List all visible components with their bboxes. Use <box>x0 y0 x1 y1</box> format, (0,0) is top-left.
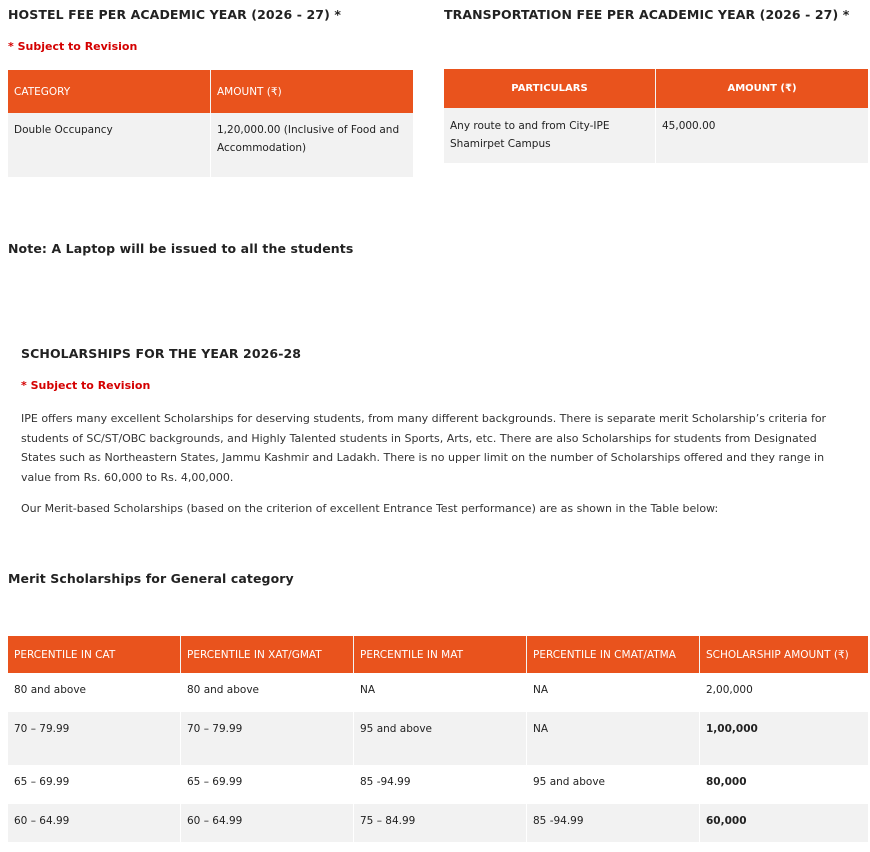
merit-cell: NA <box>354 673 527 712</box>
merit-cell: 80 and above <box>181 673 354 712</box>
table-row <box>8 712 868 765</box>
merit-scholarship-table <box>8 636 868 842</box>
merit-cell: 65 – 69.99 <box>8 765 181 804</box>
merit-cell: 95 and above <box>527 765 700 804</box>
merit-cell: 60 – 64.99 <box>8 804 181 842</box>
table-row <box>444 108 868 163</box>
scholarships-merit-intro: Our Merit-based Scholarships (based on the criterion of excellent Entrance Test performance) are as shown in the Table below: <box>21 502 719 515</box>
merit-cell: 2,00,000 <box>700 673 869 712</box>
merit-header-cmat-atma: PERCENTILE IN CMAT/ATMA <box>527 636 700 673</box>
table-row <box>8 804 868 842</box>
merit-cell: 1,00,000 <box>700 712 869 765</box>
table-row <box>8 673 868 712</box>
merit-cell: 80,000 <box>700 765 869 804</box>
scholarships-title: SCHOLARSHIPS FOR THE YEAR 2026-28 <box>21 346 302 361</box>
transport-cell: Any route to and from City-IPE Shamirpet Campus <box>444 108 656 163</box>
merit-cell: 85 -94.99 <box>527 804 700 842</box>
merit-cell: 60 – 64.99 <box>181 804 354 842</box>
merit-cell: 85 -94.99 <box>354 765 527 804</box>
merit-cell: 80 and above <box>8 673 181 712</box>
transport-fee-table <box>444 69 868 163</box>
merit-header-amount: SCHOLARSHIP AMOUNT (₹) <box>700 636 869 673</box>
merit-cell: NA <box>527 712 700 765</box>
hostel-header-amount: AMOUNT (₹) <box>211 70 414 113</box>
transport-header-amount: AMOUNT (₹) <box>656 69 869 108</box>
hostel-cell: Double Occupancy <box>8 113 211 177</box>
merit-cell: 75 – 84.99 <box>354 804 527 842</box>
hostel-header-category: CATEGORY <box>8 70 211 113</box>
merit-cell: 95 and above <box>354 712 527 765</box>
table-row <box>8 765 868 804</box>
hostel-revision-note: * Subject to Revision <box>8 40 138 53</box>
merit-cell: 65 – 69.99 <box>181 765 354 804</box>
transport-title: TRANSPORTATION FEE PER ACADEMIC YEAR (2026 - 27) * <box>444 7 850 22</box>
hostel-cell: 1,20,000.00 (Inclusive of Food and Accommodation) <box>211 113 414 177</box>
scholarships-description: IPE offers many excellent Scholarships for deserving students, from many different backgrounds. There is separate merit Scholarship’s criteria for students of SC/ST/OBC backgrounds, and Highly Talented students in Sports, Arts, etc. There are also Scholarships for students from Designated States such as Northeastern States, Jammu Kashmir and Ladakh. There is no upper limit on the number of Scholarships offered and they range in value from Rs. 60,000 to Rs. 4,00,000. <box>21 412 827 484</box>
merit-title: Merit Scholarships for General category <box>8 571 294 586</box>
merit-header-xat-gmat: PERCENTILE IN XAT/GMAT <box>181 636 354 673</box>
merit-header-mat: PERCENTILE IN MAT <box>354 636 527 673</box>
merit-header-cat: PERCENTILE IN CAT <box>8 636 181 673</box>
laptop-note: Note: A Laptop will be issued to all the students <box>8 241 354 256</box>
merit-cell: 70 – 79.99 <box>181 712 354 765</box>
merit-cell: 60,000 <box>700 804 869 842</box>
hostel-title: HOSTEL FEE PER ACADEMIC YEAR (2026 - 27) * <box>8 7 342 22</box>
scholarships-revision-note: * Subject to Revision <box>21 379 151 392</box>
transport-cell: 45,000.00 <box>656 108 869 163</box>
transport-header-particulars: PARTICULARS <box>444 69 656 108</box>
merit-cell: NA <box>527 673 700 712</box>
table-row <box>8 113 413 177</box>
hostel-fee-table <box>8 70 413 177</box>
merit-cell: 70 – 79.99 <box>8 712 181 765</box>
